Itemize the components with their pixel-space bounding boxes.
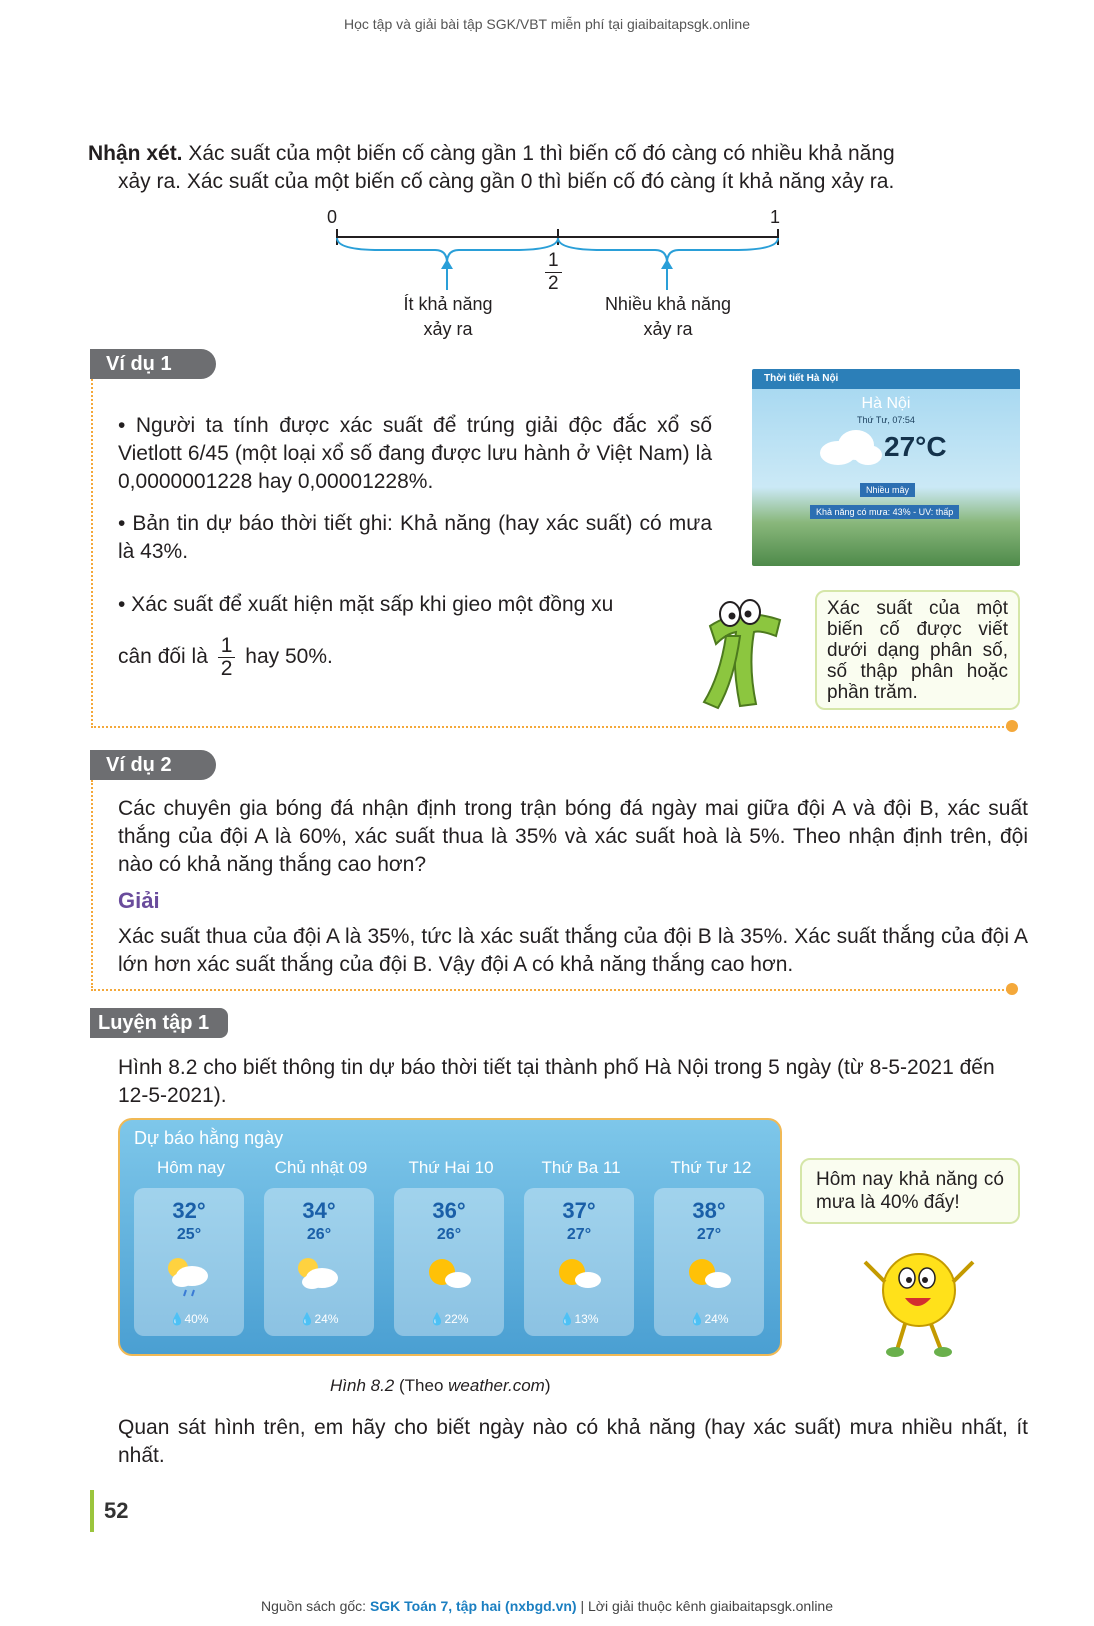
forecast-low: 27°: [696, 1226, 722, 1243]
example1-tag: Ví dụ 1: [90, 349, 216, 379]
practice1-intro: Hình 8.2 cho biết thông tin dự báo thời tiết tại thành phố Hà Nội trong 5 ngày (từ 8-5-2021 đến 12-5-2021).: [118, 1056, 995, 1107]
example1-border-end: [1006, 720, 1018, 732]
daily-forecast-panel: [118, 1118, 782, 1356]
forecast-low: 25°: [176, 1226, 202, 1243]
scale-right-label: Nhiều khả năng xảy ra: [604, 294, 732, 339]
weather-temp: 27°C: [884, 431, 947, 462]
practice1-tag: Luyện tập 1: [90, 1008, 228, 1038]
weather-app-header: Thời tiết Hà Nội: [764, 373, 839, 384]
weather-condition: Nhiều mây: [860, 483, 915, 497]
figure-caption: Hình 8.2 (Theo weather.com): [330, 1376, 551, 1395]
example2-bottom-border: [91, 989, 1011, 991]
sun-cloud-rain-icon: [158, 1250, 218, 1300]
example2-border-end: [1006, 983, 1018, 995]
scale-one: 1: [770, 207, 781, 227]
weather-app-screenshot: [752, 369, 1020, 566]
example2-tag: Ví dụ 2: [90, 750, 216, 780]
example1-bottom-border: [91, 726, 1011, 728]
sun-cloud-icon: [418, 1250, 478, 1300]
forecast-card: [654, 1188, 764, 1336]
forecast-card: [264, 1188, 374, 1336]
forecast-high: 34°: [302, 1198, 336, 1223]
forecast-high: 38°: [692, 1198, 726, 1223]
forecast-low: 26°: [436, 1226, 462, 1243]
sun-cloud-icon: [548, 1250, 608, 1300]
example2-solution: Xác suất thua của đội A là 35%, tức là xác suất thắng của đội B là 35%. Xác suất thắng của đội A lớn hơn xác suất thắng của đội B. Vậy đội A có khả năng thắng cao hơn.: [118, 925, 1028, 976]
forecast-rain-chance: 💧24%: [689, 1312, 729, 1326]
example1-bullet3-line2: cân đối là $\frac{1}{2}$ hay 50%.: [118, 634, 333, 680]
forecast-title: Dự báo hằng ngày: [134, 1128, 284, 1148]
forecast-low: 26°: [306, 1226, 332, 1243]
weather-rain-detail: Khả năng có mưa: 43% - UV: thấp: [810, 505, 959, 519]
practice1-speech-bubble: Hôm nay khả năng có mưa là 40% đấy!: [800, 1158, 1020, 1224]
forecast-card: [524, 1188, 634, 1336]
remark-label: Nhận xét.: [88, 142, 183, 165]
example1-bullet2: • Bản tin dự báo thời tiết ghi: Khả năng (hay xác suất) có mưa là 43%.: [118, 512, 712, 563]
forecast-rain-chance: 💧24%: [299, 1312, 339, 1326]
forecast-card: [394, 1188, 504, 1336]
remark-line2: xảy ra. Xác suất của một biến cố càng gần 0 thì biến cố đó càng ít khả năng xảy ra.: [118, 170, 895, 193]
forecast-day-name: Thứ Tư 12: [670, 1158, 752, 1177]
sun-cloud-icon: [288, 1250, 348, 1300]
forecast-high: 32°: [172, 1198, 206, 1223]
example2-problem: Các chuyên gia bóng đá nhận định trong trận bóng đá ngày mai giữa đội A và đội B, xác suất thắng của đội A là 60%, xác suất thua là 35% và xác suất hoà là 5%. Theo nhận định trên, đội nào có khả năng thắng cao hơn?: [118, 797, 1028, 876]
forecast-rain-chance: 💧13%: [559, 1312, 599, 1326]
scale-zero: 0: [327, 207, 338, 227]
page-number: 52: [90, 1490, 154, 1532]
example1-bullet1: • Người ta tính được xác suất để trúng giải độc đắc xổ số Vietlott 6/45 (một loại xổ số đang được lưu hành ở Việt Nam) là 0,0000001228 hay 0,00001228%.: [118, 414, 712, 493]
example2-border: [91, 780, 93, 988]
forecast-day-name: Thứ Hai 10: [408, 1158, 494, 1177]
forecast-day-name: Hôm nay: [156, 1158, 226, 1177]
cloud-icon: [816, 427, 886, 467]
site-footer: Nguồn sách gốc: SGK Toán 7, tập hai (nxbgd.vn) | Lời giải thuộc kênh giaibaitapsgk.online: [260, 1598, 834, 1614]
sun-mascot-icon: [855, 1232, 985, 1362]
practice1-question: Quan sát hình trên, em hãy cho biết ngày nào có khả năng (hay xác suất) mưa nhiều nhất, ít nhất.: [118, 1416, 1028, 1467]
weather-time: Thứ Tư, 07:54: [857, 415, 915, 425]
sun-cloud-icon: [678, 1250, 738, 1300]
example1-speech-bubble: Xác suất của một biến cố được viết dưới dạng phân số, số thập phân hoặc phần trăm.: [815, 590, 1020, 710]
weather-city: Hà Nội: [861, 395, 911, 412]
remark: [88, 140, 1028, 196]
solution-label: Giải: [118, 888, 160, 913]
example1-border: [91, 379, 93, 725]
forecast-day-name: Chủ nhật 09: [274, 1158, 368, 1177]
forecast-rain-chance: 💧40%: [169, 1312, 209, 1326]
forecast-low: 27°: [566, 1226, 592, 1243]
forecast-card: [134, 1188, 244, 1336]
forecast-day-name: Thứ Ba 11: [541, 1158, 621, 1177]
forecast-high: 37°: [562, 1198, 596, 1223]
forecast-rain-chance: 💧22%: [429, 1312, 469, 1326]
pi-mascot-icon: [690, 596, 790, 720]
forecast-high: 36°: [432, 1198, 466, 1223]
scale-left-label: Ít khả năng xảy ra: [403, 294, 493, 339]
site-header: Học tập và giải bài tập SGK/VBT miễn phí tại giaibaitapsgk.online: [344, 16, 750, 32]
example1-bullet3-line1: • Xác suất để xuất hiện mặt sấp khi gieo một đồng xu: [118, 593, 614, 616]
scale-half: $\frac{1}{2}$: [545, 250, 562, 295]
remark-line1: Xác suất của một biến cố càng gần 1 thì biến cố đó càng có nhiều khả năng: [188, 142, 895, 165]
